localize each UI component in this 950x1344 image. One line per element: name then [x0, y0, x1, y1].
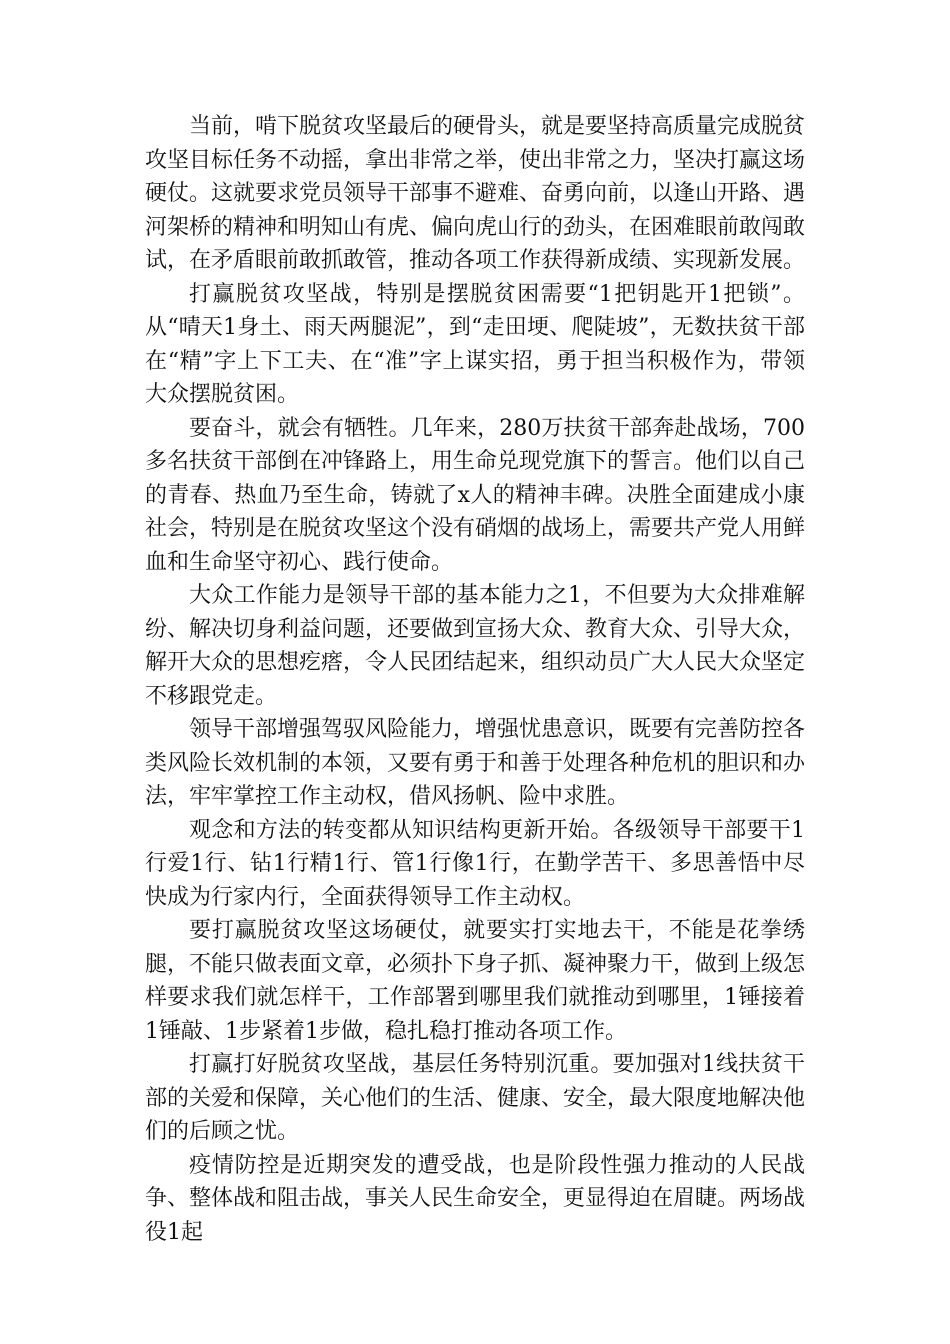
- paragraph: 领导干部增强驾驭风险能力，增强忧患意识，既要有完善防控各类风险长效机制的本领，又要有勇于和善于处理各种危机的胆识和办法，牢牢掌控工作主动权，借风扬帆、险中求胜。: [145, 717, 806, 809]
- paragraph: 要奋斗，就会有牺牲。几年来，280万扶贫干部奔赴战场，700多名扶贫干部倒在冲锋路上，用生命兑现党旗下的誓言。他们以自己的青春、热血乃至生命，铸就了x人的精神丰碑。决胜全面建成小康社会，特别是在脱贫攻坚这个没有硝烟的战场上，需要共产党人用鲜血和生命坚守初心、践行使命。: [145, 415, 806, 575]
- paragraph: 要打赢脱贫攻坚这场硬仗，就要实打实地去干，不能是花拳绣腿，不能只做表面文章，必须扑下身子抓、凝神聚力干，做到上级怎样要求我们就怎样干，工作部署到哪里我们就推动到哪里，1锤接着1锤敲、1步紧着1步做，稳扎稳打推动各项工作。: [145, 918, 806, 1044]
- paragraph: 疫情防控是近期突发的遭受战，也是阶段性强力推动的人民战争、整体战和阻击战，事关人民生命安全，更显得迫在眉睫。两场战役1起: [145, 1152, 806, 1245]
- paragraph: 打赢脱贫攻坚战，特别是摆脱贫困需要“1把钥匙开1把锁”。从“晴天1身土、雨天两腿泥”，到“走田埂、爬陡坡”，无数扶贫干部在“精”字上下工夫、在“准”字上谋实招，勇于担当积极作为，带领大众摆脱贫困。: [145, 281, 805, 407]
- paragraph: 打赢打好脱贫攻坚战，基层任务特别沉重。要加强对1线扶贫干部的关爱和保障，关心他们的生活、健康、安全，最大限度地解决他们的后顾之忧。: [145, 1052, 806, 1144]
- paragraph: 观念和方法的转变都从知识结构更新开始。各级领导干部要干1行爱1行、钻1行精1行、管1行像1行，在勤学苦干、多思善悟中尽快成为行家内行，全面获得领导工作主动权。: [145, 817, 805, 910]
- paragraph: 大众工作能力是领导干部的基本能力之1，不但要为大众排难解纷、解决切身利益问题，还要做到宣扬大众、教育大众、引导大众，解开大众的思想疙瘩，令人民团结起来，组织动员广大人民大众坚定不移跟党走。: [145, 583, 806, 709]
- paragraph: 当前，啃下脱贫攻坚最后的硬骨头，就是要坚持高质量完成脱贫攻坚目标任务不动摇，拿出非常之举，使出非常之力，坚决打赢这场硬仗。这就要求党员领导干部事不避难、奋勇向前，以逢山开路、遇河架桥的精神和明知山有虎、偏向虎山行的劲头，在困难眼前敢闯敢试，在矛盾眼前敢抓敢管，推动各项工作获得新成绩、实现新发展。: [145, 114, 806, 273]
- document-page: [145, 110, 805, 1249]
